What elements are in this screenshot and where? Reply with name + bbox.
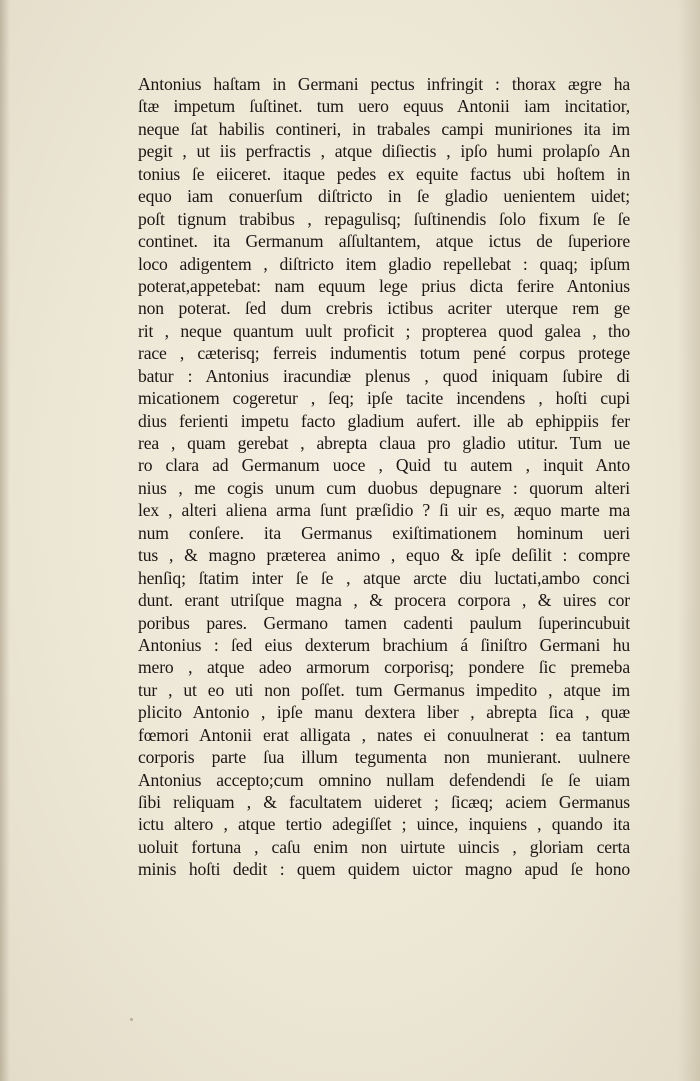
text-line: ſtæ impetum ſuſtinet. tum uero equus Antonii iam incitatior,: [138, 96, 630, 117]
text-line: poſt tignum trabibus , repagulisq; ſuſtinendis ſolo fixum ſe ſe: [138, 208, 630, 229]
text-line: rit , neque quantum uult proficit ; propterea quod galea , tho: [138, 320, 630, 341]
text-line: minis hoſti dedit : quem quidem uictor magno apud ſe hono: [138, 859, 630, 880]
text-line: corporis parte ſua illum tegumenta non munierant. uulnere: [138, 747, 630, 768]
text-line: fœmori Antonii erat alligata , nates ei conuulnerat : ea tantum: [138, 724, 630, 745]
body-text: [138, 73, 630, 881]
text-line: tur , ut eo uti non poſſet. tum Germanus impedito , atque im: [138, 679, 630, 700]
text-line: dius ferienti impetu facto gladium aufert. ille ab ephippiis fer: [138, 410, 630, 431]
text-line: rea , quam gerebat , abrepta claua pro gladio utitur. Tum ue: [138, 433, 630, 453]
text-line: Antonius haſtam in Germani pectus infringit : thorax ægre ha: [138, 74, 630, 94]
text-line: dunt. erant utriſque magna , & procera corpora , & uires cor: [138, 590, 630, 611]
text-line: tonius ſe eiiceret. itaque pedes ex equite factus ubi hoſtem in: [138, 163, 630, 184]
text-line: Antonius : ſed eius dexterum brachium á ſiniſtro Germani hu: [138, 634, 630, 655]
text-line: poribus pares. Germano tamen cadenti paulum ſuperincubuit: [138, 612, 630, 633]
text-line: ictu altero , atque tertio adegiſſet ; uince, inquiens , quando ita: [138, 814, 630, 835]
text-line: plicito Antonio , ipſe manu dextera liber , abrepta ſica , quæ: [138, 702, 630, 723]
text-line: batur : Antonius iracundiæ plenus , quod iniquam ſubire di: [138, 365, 630, 386]
text-line: non poterat. ſed dum crebris ictibus acriter uterque rem ge: [138, 298, 630, 319]
text-line: equo iam conuerſum diſtricto in ſe gladio uenientem uidet;: [138, 186, 630, 207]
text-line: lex , alteri aliena arma ſunt præſidio ? ſi uir es, æquo marte ma: [138, 500, 630, 521]
paper-speck: [130, 1018, 133, 1021]
text-line: neque ſat habilis contineri, in trabales campi muniriones ita im: [138, 118, 630, 139]
text-line: num conſere. ita Germanus exiſtimationem hominum ueri: [138, 522, 630, 543]
text-line: micationem cogeretur , ſeq; ipſe tacite incendens , hoſti cupi: [138, 388, 630, 409]
text-line: henſiq; ſtatim inter ſe ſe , atque arcte diu luctati,ambo conci: [138, 567, 630, 588]
text-line: tus , & magno præterea animo , equo & ipſe deſilit : compre: [138, 545, 630, 566]
text-line: continet. ita Germanum aſſultantem, atque ictus de ſuperiore: [138, 231, 630, 252]
text-line: pegit , ut iis perfractis , atque diſiectis , ipſo humi prolapſo An: [138, 141, 630, 162]
text-line: ro clara ad Germanum uoce , Quid tu autem , inquit Anto: [138, 455, 630, 476]
text-line: nius , me cogis unum cum duobus depugnare : quorum alteri: [138, 477, 630, 498]
text-line: uoluit fortuna , caſu enim non uirtute uincis , gloriam certa: [138, 836, 630, 857]
text-line: mero , atque adeo armorum corporisq; pondere ſic premeba: [138, 657, 630, 678]
text-line: race , cæterisq; ferreis indumentis totum pené corpus protege: [138, 343, 630, 364]
text-line: loco adigentem , diſtricto item gladio repellebat : quaq; ipſum: [138, 253, 630, 274]
text-line: Antonius accepto;cum omnino nullam defendendi ſe ſe uiam: [138, 769, 630, 790]
text-line: ſibi reliquam , & facultatem uideret ; ſicæq; aciem Germanus: [138, 792, 630, 812]
text-line: poterat,appetebat: nam equum lege prius dicta ferire Antonius: [138, 275, 630, 296]
